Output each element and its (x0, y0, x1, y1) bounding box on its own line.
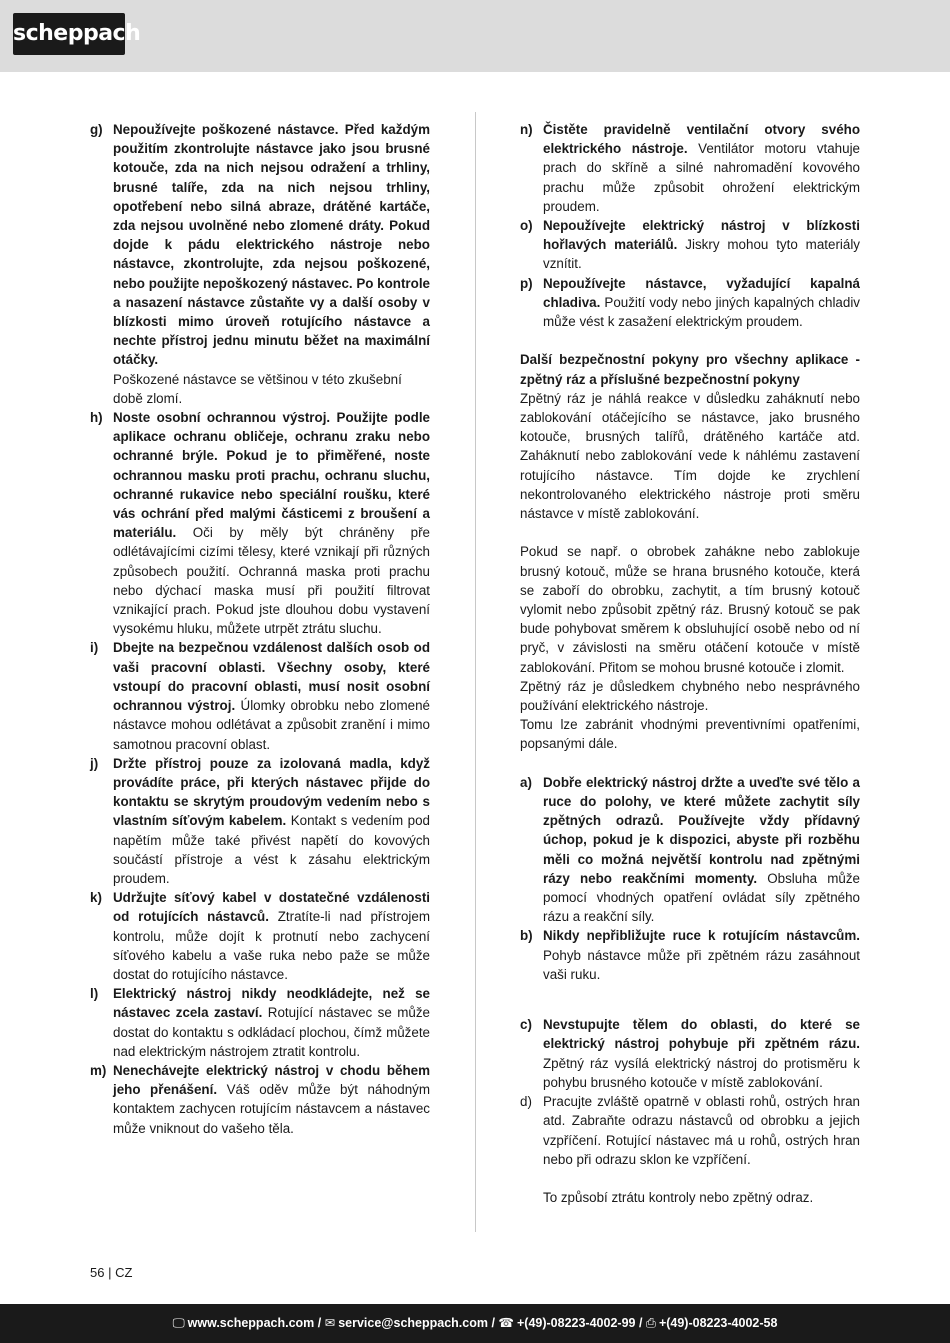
item-text: Ztratíte-li nad přístrojem kontrolu, může dojít k protnutí nebo zachycení síťového kabelu a vaše ruka nebo paže se může dostat do rotujícího nástavce. (113, 909, 430, 982)
item-text: Rotující nástavec se může dostat do kontaktu s odkládací plochou, čímž můžete nad elektrickým nástrojem ztratit kontrolu. (113, 1005, 430, 1059)
item-text: Ventilátor motoru vtahuje prach do skříně a silné nahromadění kovového prachu může způsobit ohrožení elektrickým proudem. (543, 141, 860, 214)
item-bold-text: Elektrický nástroj nikdy neodkládejte, než se nástavec zcela zastaví. (113, 986, 430, 1021)
page-separator: | (108, 1265, 116, 1280)
item-text: Pracujte zvláště opatrně v oblasti rohů, ostrých hran atd. Zabraňte odrazu nástavců od obrobku a jejich vzpříčení. Rotující nástavec má u rohů, ostrých hran nebo při odrazu sklon ke vzpříčení. (543, 1094, 860, 1167)
item-bold-text: Udržujte síťový kabel v dostatečné vzdálenosti od rotujících nástavců. (113, 890, 430, 925)
page-number (90, 1265, 132, 1280)
item-text: Jiskry mohou tyto materiály vznítit. (543, 237, 860, 272)
footer-separator: / (317, 1316, 325, 1330)
kickback-paragraph-3: Zpětný ráz je důsledkem chybného nebo nesprávného používání elektrického nástroje. (520, 678, 860, 714)
closing-note (520, 1188, 860, 1207)
item-label: b) (520, 928, 533, 944)
instruction-item-d (520, 1092, 860, 1169)
item-text: Poškozené nástavce se většinou v této zkušební době zlomí. (113, 371, 402, 406)
item-bold-text: Nepoužívejte poškozené nástavce. Před každým použitím zkontrolujte nástavce jako jsou brusné kotouče, zda na nich nejsou odražení a trhliny, brusné talíře, zda na nich nejsou trhliny, opotřebení nebo silná abraze, drátěné kartáče, zda nejsou uvolněné nebo zlomené dráty. Pokud dojde k pádu elektrického nástroje nebo nástavce, zkontrolujte, zda nejsou poškozené, nebo použijte nepoškozený nástavec. Po kontrole a nasazení nástavce zůstaňte vy a další osoby v blízkosti mimo úroveň rotujícího nástavce a nechte přístroj jednu minutu běžet na maximální otáčky. (113, 122, 430, 368)
kickback-paragraph-4: Tomu lze zabránit vhodnými preventivními opatřeními, popsanými dále. (520, 717, 860, 752)
instruction-item-j (90, 754, 430, 888)
email-link[interactable]: service@scheppach.com (338, 1316, 488, 1330)
item-text: Úlomky obrobku nebo zlomené nástavce mohou odlétávat a způsobit zranění i mimo samotnou pracovní oblast. (113, 698, 430, 752)
instruction-item-c (520, 1015, 860, 1092)
item-bold-text: Nikdy nepřibližujte ruce k rotujícím nástavcům. (543, 928, 860, 944)
item-text: Váš oděv může být náhodným kontaktem zachycen rotujícím nástavcem a nástavec může vniknout do vašeho těla. (113, 1082, 430, 1136)
instruction-item-o (520, 216, 860, 274)
item-text: Obsluha může pomocí vhodných opatření ovládat síly zpětného rázu a reakční síly. (543, 870, 860, 925)
item-label: d) (520, 1094, 532, 1110)
item-text: Oči by měly být chráněny pře odlétávajícími cizími tělesy, které vznikají při různých způsobech použití. Ochranná maska proti prachu nebo dýchací maska musí při použití filtrovat vznikající prach. Pokud jste dlouhou dobu vystavení vysokému hluku, můžete utrpět ztrátu sluchu. (113, 525, 430, 637)
item-text: Pohyb nástavce může při zpětném rázu zasáhnout vaši ruku. (543, 947, 860, 982)
item-bold-text: Dbejte na bezpečnou vzdálenost dalších osob od vaši pracovní oblasti. Všechny osoby, které vstoupí do pracovní oblasti, musí nosit osobní ochrannou výstroj. (113, 640, 430, 714)
item-label: g) (90, 122, 103, 137)
closing-text: To způsobí ztrátu kontroly nebo zpětný odraz. (543, 1190, 814, 1206)
item-label: o) (520, 218, 533, 234)
item-bold-text: Držte přístroj pouze za izolovaná madla, když provádíte práce, při kterých nástavec přijde do kontaktu se skrytým proudovým vedením nebo s vlastním síťovým kabelem. (113, 755, 430, 829)
item-text: Kontakt s vedením pod napětím může také přivést napětí do kovových součástí přístroje a vést k zásahu elektrickým proudem. (113, 813, 430, 886)
item-label: p) (520, 275, 533, 291)
item-text: Zpětný ráz vysílá elektrický nástroj do protisměru k pohybu brusného kotouče v místě zablokování. (543, 1055, 860, 1090)
website-link[interactable]: www.scheppach.com (187, 1316, 315, 1330)
section-heading: Další bezpečnostní pokyny pro všechny aplikace - zpětný ráz a příslušné bezpečnostní pokyny (520, 352, 860, 387)
item-bold-text: Nepoužívejte nástavce, vyžadující kapalná chladiva. (543, 275, 860, 310)
item-label: l) (90, 986, 99, 1002)
fax-icon: ⎙ (645, 1316, 656, 1330)
item-bold-text: Nepoužívejte elektrický nástroj v blízkosti hořlavých materiálů. (543, 218, 860, 253)
instruction-item-b (520, 926, 860, 984)
instruction-item-n (520, 120, 860, 216)
item-label: m) (90, 1062, 107, 1078)
item-label: c) (520, 1017, 532, 1033)
footer-separator: / (491, 1316, 499, 1330)
item-bold-text: Nenechávejte elektrický nástroj v chodu během jeho přenášení. (113, 1062, 430, 1098)
item-bold-text: Dobře elektrický nástroj držte a uveďte své tělo a ruce do polohy, ve které můžete zachytit síly zpětných odrazů. Používejte vždy přídavný úchop, pokud je k dispozici, abyste při rozběhu měli co možná největší kontrolu nad zpětnými rázy nebo reakčními momenty. (543, 774, 860, 886)
instruction-item-m (90, 1061, 430, 1138)
instruction-item-l (90, 984, 430, 1061)
item-bold-text: Čistěte pravidelně ventilační otvory svého elektrického nástroje. (543, 122, 860, 157)
header-band (0, 0, 950, 72)
page-number-value: 56 (90, 1265, 105, 1280)
item-bold-text: Noste osobní ochrannou výstroj. Použijte podle aplikace ochranu obličeje, ochranu zraku nebo ochranné brýle. Pokud je to přiměřené, noste ochrannou masku proti prachu, ochranu sluchu, ochranné rukavice nebo speciální roušku, které vás ochrání před malými částicemi z broušení a materiálu. (113, 410, 430, 541)
brand-logo: scheppach (13, 13, 125, 55)
footer-separator: / (638, 1316, 646, 1330)
instruction-item-g (90, 120, 430, 408)
left-column (90, 120, 430, 1138)
monitor-icon: 🖵 (172, 1316, 185, 1330)
item-text: Použití vody nebo jiných kapalných chladiv může vést k zasažení elektrickým proudem. (543, 294, 860, 330)
right-column (520, 120, 860, 1207)
instruction-item-k (90, 888, 430, 984)
instruction-item-h (90, 408, 430, 638)
item-label: a) (520, 774, 532, 790)
footer-bar (0, 1304, 950, 1343)
column-divider (475, 112, 476, 1232)
item-label: n) (520, 122, 533, 137)
item-label: h) (90, 410, 103, 426)
item-bold-text: Nevstupujte tělem do oblasti, do které se elektrický nástroj pohybuje při zpětném rázu. (543, 1017, 860, 1052)
instruction-item-a (520, 773, 860, 927)
fax-number: +(49)-08223-4002-58 (658, 1316, 778, 1330)
kickback-paragraph-1: Zpětný ráz je náhlá reakce v důsledku zaháknutí nebo zablokování otáčejícího se nástavce, jako brusného kotouče, brusných talířů, drátěného kartáče atd. Zaháknutí nebo zablokování vede k náhlému zastavení rotujícího nástavce. Tím dojde ke zrychlení nekontrolovaného elektrického nástroje proti směru nástavce v místě zablokování. (520, 390, 860, 522)
language-code: CZ (115, 1265, 133, 1280)
phone-icon: ☎ (498, 1316, 514, 1330)
item-label: i) (90, 640, 99, 656)
item-label: k) (90, 890, 102, 906)
kickback-paragraph-2: Pokud se např. o obrobek zahákne nebo zablokuje brusný kotouč, může se hrana brusného kotouče, která se zaboří do obrobku, zachytit, a tím brusný kotouč vylomit nebo způsobit zpětný ráz. Brusný kotouč se pak bude pohybovat směrem k obsluhující osobě nebo od ní pryč, v závislosti na směru otáčení kotouče v místě zablokování. Přitom se mohou brusné kotouče i zlomit. (520, 544, 860, 675)
instruction-item-p (520, 274, 860, 332)
item-label: j) (90, 755, 99, 771)
instruction-item-i (90, 638, 430, 753)
mail-icon: ✉ (324, 1316, 336, 1330)
phone-number: +(49)-08223-4002-99 (516, 1316, 636, 1330)
